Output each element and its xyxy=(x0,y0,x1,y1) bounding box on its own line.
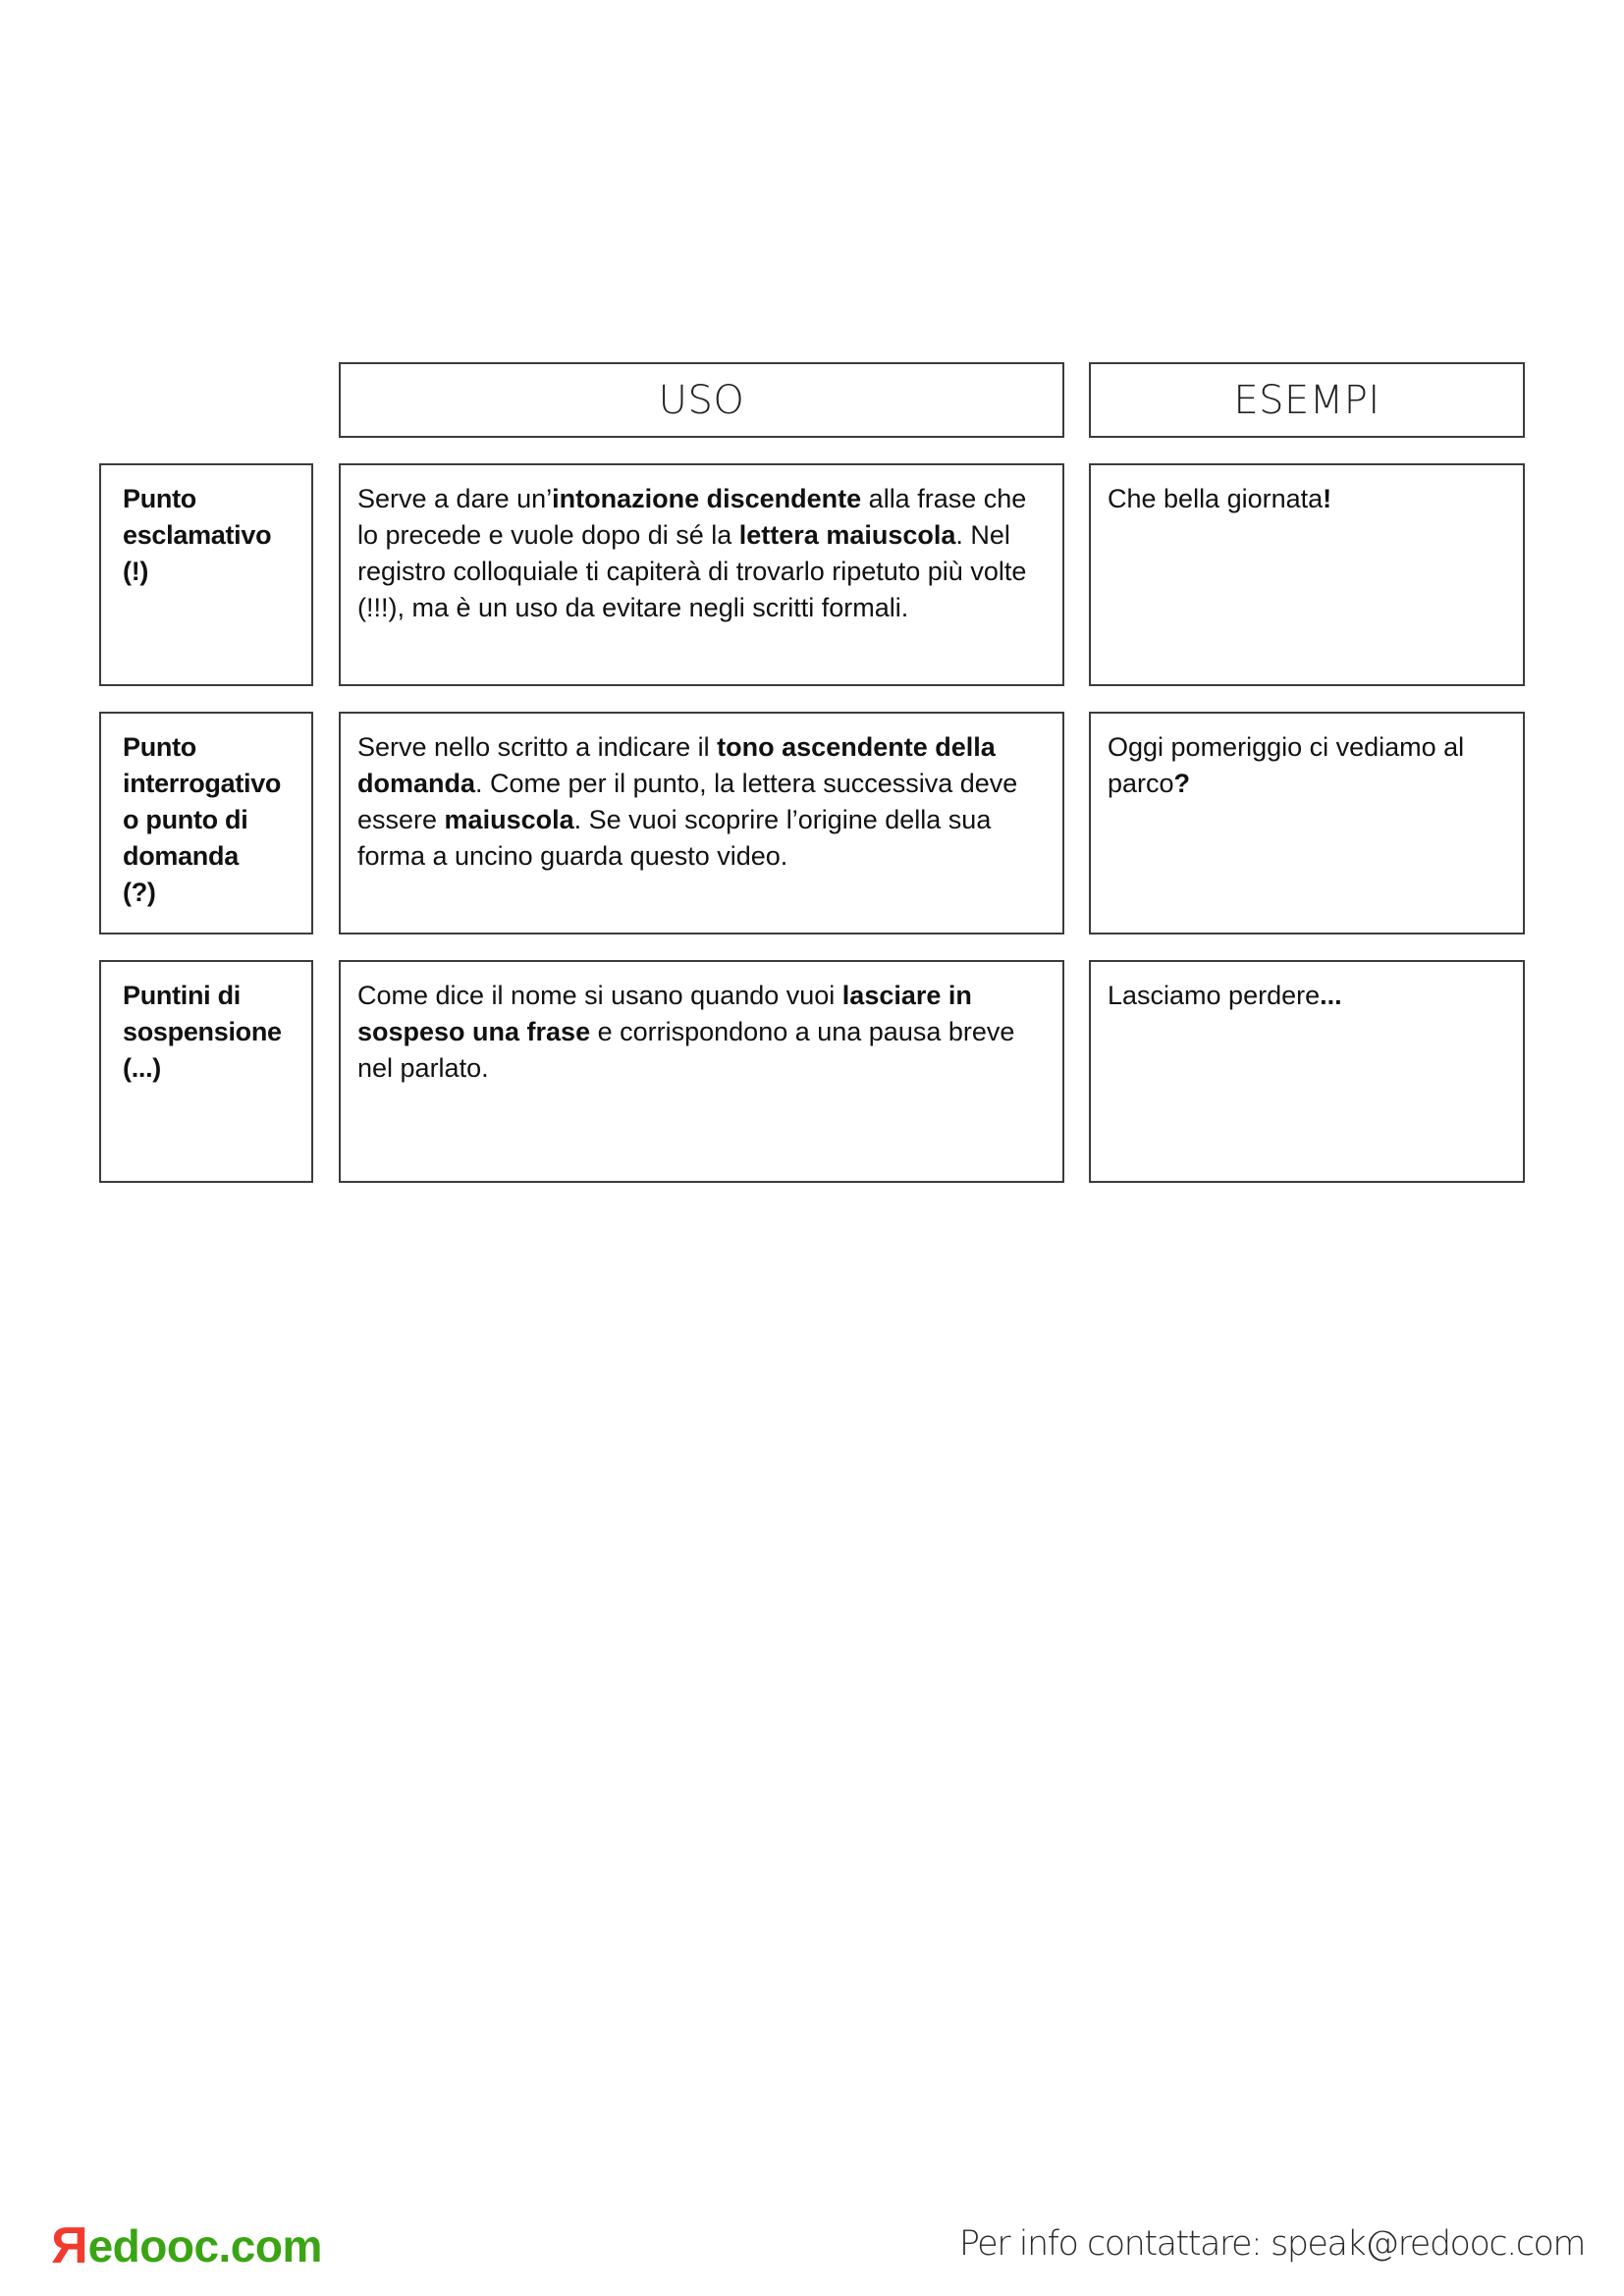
text-run: . Nel registro colloquiale ti capiterà di trovarlo ripetuto più volte (!!!), ma è un uso da evitare negli scritti formali. xyxy=(357,520,1027,622)
term-line: Puntini di xyxy=(123,981,241,1010)
uso-cell xyxy=(339,960,1064,1183)
term-line: (...) xyxy=(123,1053,161,1083)
footer-contact: Per info contattare: speak@redooc.com xyxy=(958,2224,1585,2264)
term-cell xyxy=(99,712,313,934)
uso-cell xyxy=(339,712,1064,934)
term-line: o punto di xyxy=(123,805,248,834)
text-run: Che bella giornata xyxy=(1108,484,1324,513)
bold-text-run: ! xyxy=(1323,484,1332,513)
header-uso xyxy=(339,362,1064,438)
example-cell xyxy=(1089,712,1525,934)
uso-cell xyxy=(339,463,1064,686)
header-uso-label: USO xyxy=(658,377,745,423)
term-line: interrogativo xyxy=(123,769,282,798)
logo-r-glyph: R xyxy=(51,2217,88,2274)
example-cell xyxy=(1089,463,1525,686)
text-run: Oggi pomeriggio ci vediamo al parco xyxy=(1108,732,1465,798)
term-cell xyxy=(99,463,313,686)
term-line: Punto xyxy=(123,732,196,762)
term-line: domanda xyxy=(123,841,239,871)
bold-text-run: lasciare in sospeso una frase xyxy=(357,981,972,1046)
bold-text-run: ? xyxy=(1173,769,1191,798)
term-line: sospensione xyxy=(123,1017,282,1046)
header-esempi-label: ESEMPI xyxy=(1233,377,1380,423)
text-run: Lasciamo perdere xyxy=(1108,981,1321,1010)
text-run: Come dice il nome si usano quando vuoi xyxy=(357,981,842,1010)
bold-text-run: tono ascendente della domanda xyxy=(357,732,996,798)
text-run: . Come per il punto, la lettera successiva deve essere xyxy=(357,769,1018,834)
term-line: (?) xyxy=(123,878,156,907)
logo-text: edooc.com xyxy=(87,2220,322,2271)
bold-text-run: maiuscola xyxy=(444,805,574,834)
term-line: (!) xyxy=(123,557,149,586)
bold-text-run: lettera maiuscola xyxy=(738,520,956,550)
text-run: Serve nello scritto a indicare il xyxy=(357,732,718,762)
term-line: esclamativo xyxy=(123,520,272,550)
example-cell xyxy=(1089,960,1525,1183)
text-run: e corrispondono a una pausa breve nel parlato. xyxy=(357,1017,1015,1083)
text-run: alla frase che lo precede e vuole dopo di sé la xyxy=(357,484,1027,550)
text-run: . Se vuoi scoprire l’origine della sua forma a uncino guarda questo video. xyxy=(357,805,992,871)
text-run: Serve a dare un’ xyxy=(357,484,553,513)
term-line: Punto xyxy=(123,484,196,513)
bold-text-run: intonazione discendente xyxy=(552,484,862,513)
redooc-logo[interactable] xyxy=(51,2216,322,2274)
header-esempi xyxy=(1089,362,1525,438)
term-cell xyxy=(99,960,313,1183)
bold-text-run: ... xyxy=(1320,981,1342,1010)
